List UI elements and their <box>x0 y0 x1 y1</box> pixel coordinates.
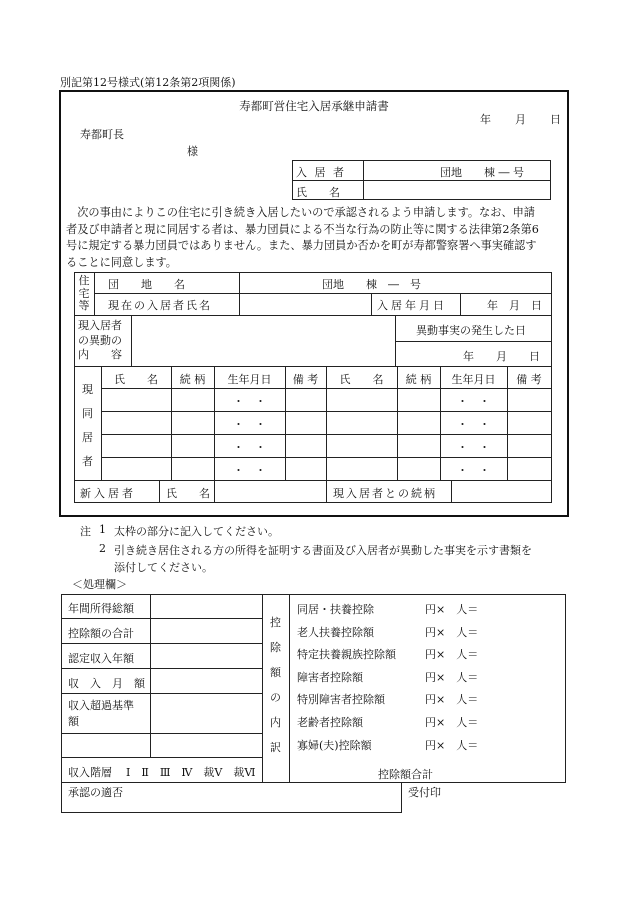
col-name: 氏 名 <box>114 373 158 386</box>
deduction-formulas <box>425 599 478 757</box>
housing-section-label: 住 宅 等 <box>78 274 90 312</box>
note-text: 太枠の部分に記入してください。 <box>114 525 279 538</box>
change-date-value: 年 月 日 <box>463 350 540 363</box>
deduction-item-formula: 円× 人＝ <box>425 693 479 707</box>
deduction-item-formula: 円× 人＝ <box>425 648 479 662</box>
new-occupant-name-field[interactable] <box>215 481 325 501</box>
col-name: 氏 名 <box>339 373 384 386</box>
birthdate-dots: ・ ・ <box>457 418 490 431</box>
new-occupant-name-label: 氏 名 <box>166 487 210 500</box>
estate-name-label: 団 地 名 <box>108 278 185 291</box>
recognized-income-label: 認定収入年額 <box>68 652 134 665</box>
col-relation: 続 柄 <box>179 373 206 386</box>
birthdate-dots: ・ ・ <box>233 464 266 477</box>
declaration-text <box>66 205 539 271</box>
annual-income-label: 年間所得総額 <box>68 602 134 615</box>
birthdate-dots: ・ ・ <box>457 395 490 408</box>
receipt-stamp-label: 受付印 <box>408 786 441 799</box>
income-class-options: Ⅰ Ⅱ Ⅲ Ⅳ 裁Ⅴ 裁Ⅵ <box>126 766 256 779</box>
deduction-item-label: 同居・扶養控除 <box>297 603 374 616</box>
new-occupant-label: 新入居者 <box>80 487 136 500</box>
honorific: 様 <box>187 145 198 158</box>
approval-label: 承認の適否 <box>68 786 123 799</box>
current-occupant-name-label: 現在の入居者氏名 <box>108 299 212 312</box>
date-year: 年 <box>480 113 491 126</box>
applicant-name-field[interactable] <box>364 181 550 199</box>
estate-name-value: 団地 棟 ― 号 <box>322 278 421 291</box>
deduction-breakdown-label: 控 除 額 の 内 訳 <box>270 616 281 754</box>
relation-to-current-field[interactable] <box>452 481 550 501</box>
note-number: 2 <box>99 542 106 555</box>
note-continuation: 添付してください。 <box>114 561 213 574</box>
col-remarks: 備 考 <box>516 373 542 386</box>
birthdate-dots: ・ ・ <box>233 395 266 408</box>
note-text: 引き続き居住される方の所得を証明する書面及び入居者が異動した事実を示す書類を <box>114 544 532 557</box>
deduction-item-label: 寡婦(夫)控除額 <box>297 738 372 752</box>
declaration-line: 者及び申請者と現に同居する者は、暴力団員による不当な行為の防止等に関する法律第2条第6 <box>66 222 539 236</box>
deduction-item-formula: 円× 人＝ <box>425 625 479 639</box>
change-date-label: 異動事実の発生した日 <box>416 324 526 337</box>
deduction-labels <box>297 599 396 757</box>
deduction-total-label: 控除額の合計 <box>68 627 134 640</box>
declaration-line: 次の事由によりこの住宅に引き続き入居したいので承認されるよう申請します。なお、申請 <box>66 206 535 219</box>
applicant-name-label: 氏 名 <box>296 186 340 199</box>
addressee: 寿都町長 <box>80 128 124 141</box>
move-in-date-value: 年 月 日 <box>487 299 542 312</box>
birthdate-dots: ・ ・ <box>457 441 490 454</box>
change-details-label: 現入居者 の異動の 内 容 <box>78 319 122 361</box>
birthdate-dots: ・ ・ <box>233 441 266 454</box>
deduction-item-label: 特定扶養親族控除額 <box>297 648 396 662</box>
deduction-item-label: 老齢者控除額 <box>297 715 363 729</box>
occupant-label: 入 居 者 <box>296 166 346 179</box>
col-birthdate: 生年月日 <box>451 373 496 386</box>
deduction-item-formula: 円× 人＝ <box>425 715 479 729</box>
income-class-label: 収入階層 <box>68 766 112 779</box>
form-id-label: 別記第12号様式(第12条第2項関係) <box>60 76 236 89</box>
form-title: 寿都町営住宅入居承継申請書 <box>239 99 389 113</box>
change-details-field[interactable] <box>132 316 394 365</box>
deduction-item-label: 特別障害者控除額 <box>297 693 385 707</box>
cohabitants-section-label: 現 同 居 者 <box>82 383 93 468</box>
col-birthdate: 生年月日 <box>227 373 272 386</box>
deduction-item-label: 老人扶養控除額 <box>297 625 374 639</box>
deduction-item-label: 障害者控除額 <box>297 670 363 684</box>
deduction-item-formula: 円× 人＝ <box>425 670 479 684</box>
birthdate-dots: ・ ・ <box>457 464 490 477</box>
excess-income-standard-label: 収入超過基準 額 <box>68 699 134 728</box>
notes-prefix: 注 <box>80 525 91 538</box>
move-in-date-label: 入居年月日 <box>377 299 447 312</box>
processing-title: ＜処理欄＞ <box>72 578 127 591</box>
note-number: 1 <box>99 523 106 536</box>
date-day: 日 <box>550 113 561 126</box>
col-relation: 続 柄 <box>405 373 432 386</box>
date-month: 月 <box>515 113 526 126</box>
declaration-line: ることに同意します。 <box>66 255 177 269</box>
col-remarks: 備 考 <box>292 373 319 386</box>
deduction-item-formula: 円× 人＝ <box>425 738 479 752</box>
occupant-unit: 団地 棟 ― 号 <box>440 166 524 179</box>
current-occupant-name-field[interactable] <box>240 294 370 314</box>
declaration-line: 号に規定する暴力団員ではありません。また、暴力団員か否かを町が寿都警察署へ事実確認す <box>66 239 537 252</box>
birthdate-dots: ・ ・ <box>233 418 266 431</box>
monthly-income-label: 収 入 月 額 <box>68 677 145 690</box>
deduction-item-formula: 円× 人＝ <box>425 603 479 616</box>
relation-to-current-label: 現入居者との続柄 <box>333 487 437 500</box>
deduction-grand-total-label: 控除額合計 <box>378 768 433 781</box>
